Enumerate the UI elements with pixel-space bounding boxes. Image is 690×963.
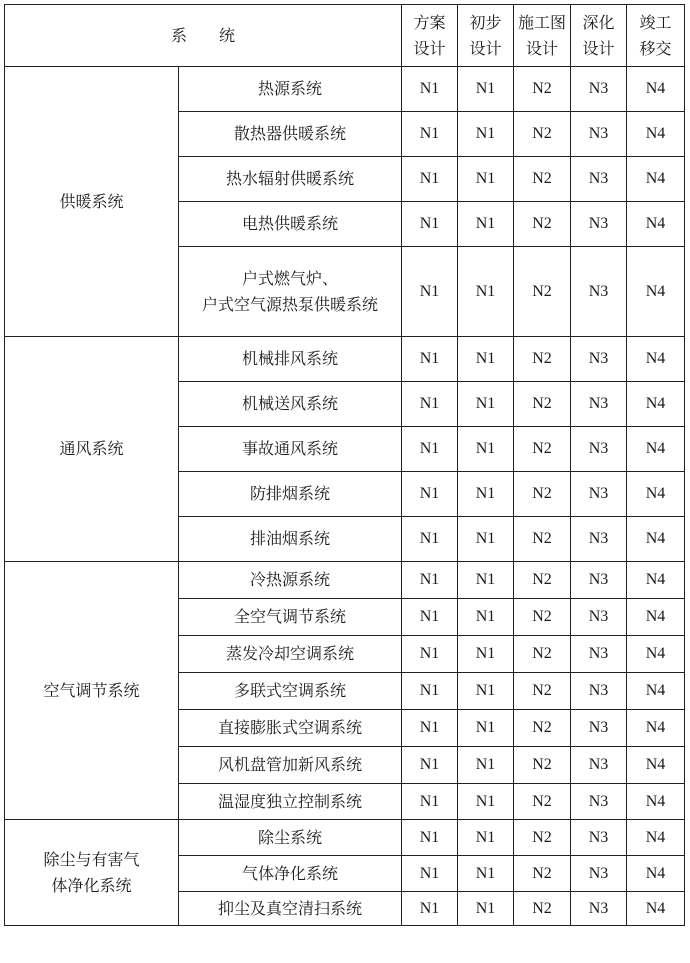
level-cell: N1 [458,472,514,517]
level-cell: N2 [514,784,571,820]
level-cell: N3 [571,784,627,820]
category-cell: 通风系统 [5,337,179,562]
stage-header-line: 初步 [469,12,502,32]
stage-header-line: 深化 [582,12,615,32]
level-cell: N3 [571,67,627,112]
level-cell: N2 [514,562,571,599]
level-cell: N2 [514,337,571,382]
level-cell: N1 [458,517,514,562]
level-cell: N2 [514,710,571,747]
subsystem-cell: 散热器供暖系统 [179,112,402,157]
level-cell: N1 [458,747,514,784]
level-cell: N3 [571,562,627,599]
subsystem-cell: 排油烟系统 [179,517,402,562]
level-cell: N3 [571,747,627,784]
table-row [5,67,685,112]
level-cell: N1 [458,710,514,747]
level-cell: N4 [627,599,685,636]
level-cell: N3 [571,427,627,472]
level-cell: N2 [514,427,571,472]
stage-header-line: 设计 [582,38,615,58]
level-cell: N1 [458,636,514,673]
system-header: 系 统 [5,5,402,67]
level-cell: N1 [458,337,514,382]
category-cell: 除尘与有害气 体净化系统 [5,820,179,926]
level-cell: N3 [571,892,627,926]
level-cell: N1 [402,247,458,337]
level-cell: N2 [514,636,571,673]
level-cell: N3 [571,820,627,856]
stage-header-line: 竣工 [639,12,672,32]
level-cell: N1 [458,202,514,247]
level-cell: N1 [458,820,514,856]
subsystem-cell: 直接膨胀式空调系统 [179,710,402,747]
subsystem-cell: 电热供暖系统 [179,202,402,247]
level-cell: N2 [514,382,571,427]
level-cell: N1 [402,562,458,599]
level-cell: N4 [627,337,685,382]
level-cell: N2 [514,202,571,247]
subsystem-cell: 除尘系统 [179,820,402,856]
subsystem-cell: 热源系统 [179,67,402,112]
subsystem-cell: 风机盘管加新风系统 [179,747,402,784]
level-cell: N1 [402,636,458,673]
level-cell: N3 [571,157,627,202]
level-cell: N4 [627,157,685,202]
level-cell: N3 [571,247,627,337]
stage-header-handover [627,5,685,67]
stage-header-line: 施工图 [518,12,567,32]
stage-header-line: 设计 [413,38,446,58]
level-cell: N1 [458,599,514,636]
level-cell: N1 [458,673,514,710]
level-cell: N3 [571,710,627,747]
subsystem-cell: 机械排风系统 [179,337,402,382]
level-cell: N4 [627,67,685,112]
level-cell: N1 [458,427,514,472]
level-cell: N1 [458,112,514,157]
level-cell: N3 [571,382,627,427]
table-row [5,562,685,599]
level-cell: N2 [514,247,571,337]
level-cell: N4 [627,673,685,710]
subsystem-cell: 蒸发冷却空调系统 [179,636,402,673]
level-cell: N3 [571,856,627,892]
level-cell: N3 [571,517,627,562]
level-cell: N1 [402,157,458,202]
subsystem-cell: 户式燃气炉、 户式空气源热泵供暖系统 [179,247,402,337]
level-cell: N3 [571,112,627,157]
level-cell: N1 [402,856,458,892]
subsystem-cell: 抑尘及真空清扫系统 [179,892,402,926]
level-cell: N1 [402,599,458,636]
level-cell: N4 [627,112,685,157]
level-cell: N1 [402,112,458,157]
stage-header-line: 移交 [639,38,672,58]
level-cell: N2 [514,892,571,926]
level-cell: N2 [514,157,571,202]
level-cell: N1 [458,382,514,427]
level-cell: N2 [514,747,571,784]
subsystem-cell: 多联式空调系统 [179,673,402,710]
header-row [5,5,685,67]
level-cell: N4 [627,427,685,472]
level-cell: N4 [627,892,685,926]
subsystem-cell: 热水辐射供暖系统 [179,157,402,202]
stage-header-line: 设计 [469,38,502,58]
level-cell: N1 [458,856,514,892]
stage-header-line: 方案 [413,12,446,32]
level-cell: N4 [627,472,685,517]
table-row [5,337,685,382]
subsystem-cell: 气体净化系统 [179,856,402,892]
level-cell: N1 [402,382,458,427]
level-cell: N2 [514,820,571,856]
level-cell: N3 [571,636,627,673]
level-cell: N4 [627,636,685,673]
level-cell: N1 [402,710,458,747]
subsystem-cell: 温湿度独立控制系统 [179,784,402,820]
level-cell: N3 [571,202,627,247]
level-cell: N2 [514,856,571,892]
level-cell: N2 [514,599,571,636]
level-cell: N1 [458,157,514,202]
level-cell: N1 [402,892,458,926]
table-body [5,67,685,926]
level-cell: N1 [402,747,458,784]
level-cell: N1 [402,517,458,562]
level-cell: N4 [627,747,685,784]
stage-header-line: 设计 [526,38,559,58]
subsystem-cell: 全空气调节系统 [179,599,402,636]
level-cell: N1 [402,784,458,820]
level-cell: N2 [514,67,571,112]
stage-header-detailing [571,5,627,67]
subsystem-cell: 防排烟系统 [179,472,402,517]
level-cell: N4 [627,562,685,599]
subsystem-cell: 冷热源系统 [179,562,402,599]
table-row [5,820,685,856]
level-cell: N1 [402,202,458,247]
level-cell: N4 [627,710,685,747]
level-cell: N1 [402,427,458,472]
level-cell: N1 [458,247,514,337]
subsystem-cell: 事故通风系统 [179,427,402,472]
level-cell: N3 [571,673,627,710]
level-cell: N1 [402,472,458,517]
level-cell: N1 [402,673,458,710]
level-cell: N1 [458,562,514,599]
level-cell: N3 [571,337,627,382]
level-cell: N3 [571,599,627,636]
level-cell: N4 [627,517,685,562]
level-cell: N4 [627,247,685,337]
level-cell: N2 [514,472,571,517]
level-cell: N2 [514,112,571,157]
level-cell: N2 [514,517,571,562]
level-cell: N1 [458,67,514,112]
subsystem-cell: 机械送风系统 [179,382,402,427]
level-cell: N1 [458,784,514,820]
level-cell: N4 [627,820,685,856]
level-cell: N2 [514,673,571,710]
stage-header-construction-drawing [514,5,571,67]
system-stage-table [4,4,685,926]
level-cell: N4 [627,202,685,247]
level-cell: N1 [458,892,514,926]
stage-header-scheme [402,5,458,67]
level-cell: N4 [627,382,685,427]
level-cell: N4 [627,856,685,892]
level-cell: N3 [571,472,627,517]
level-cell: N1 [402,820,458,856]
category-cell: 供暖系统 [5,67,179,337]
level-cell: N1 [402,337,458,382]
stage-header-preliminary [458,5,514,67]
level-cell: N1 [402,67,458,112]
level-cell: N4 [627,784,685,820]
category-cell: 空气调节系统 [5,562,179,820]
